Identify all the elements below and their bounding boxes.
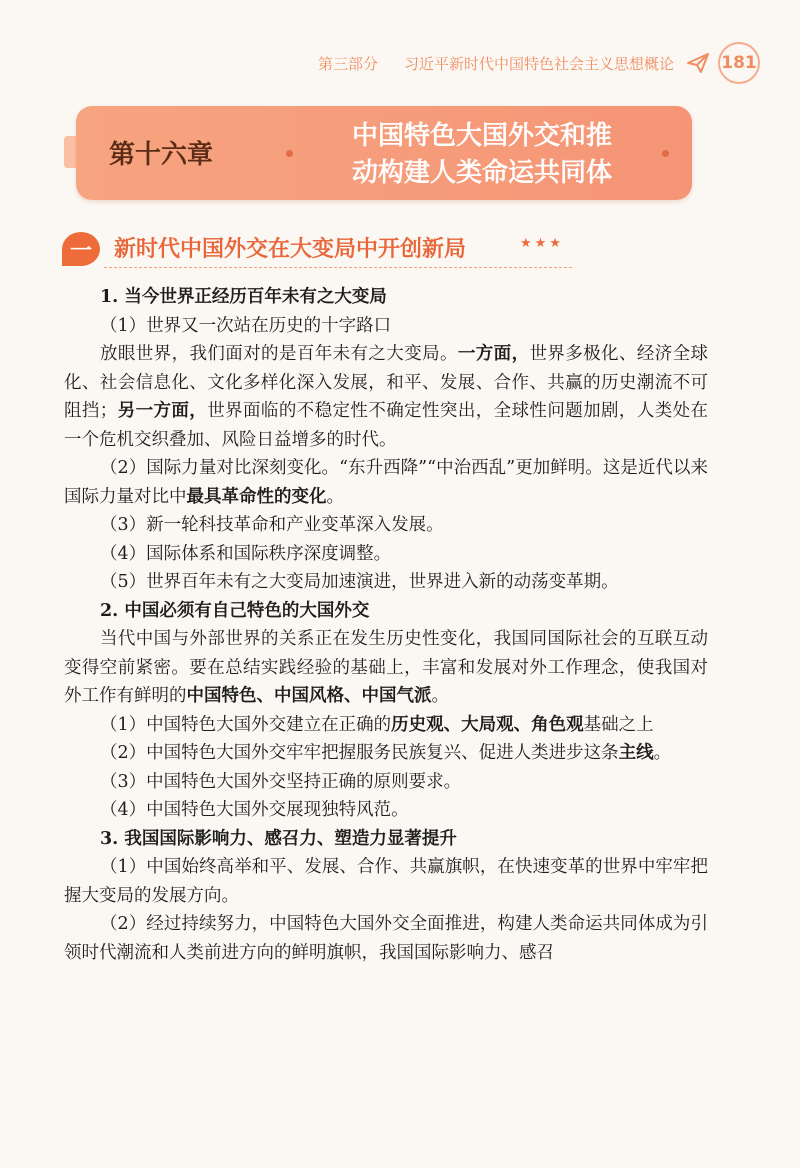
paragraph: （5）世界百年未有之大变局加速演进，世界进入新的动荡变革期。 [100, 572, 619, 592]
subheading-3: 3. 我国国际影响力、感召力、塑造力显著提升 [100, 828, 457, 849]
paragraph: （2）中国特色大国外交牢牢把握服务民族复兴、促进人类进步这条主线。 [100, 743, 672, 763]
book-title: 习近平新时代中国特色社会主义思想概论 [403, 54, 674, 73]
chapter-title-line2: 动构建人类命运共同体 [351, 158, 612, 188]
section-divider [104, 267, 572, 268]
part-label: 第三部分 [317, 54, 378, 73]
paragraph: （4）中国特色大国外交展现独特风范。 [100, 800, 409, 820]
paragraph: （3）新一轮科技革命和产业变革深入发展。 [100, 515, 444, 535]
chapter-title-line1: 中国特色大国外交和推 [351, 121, 612, 151]
paragraph: 放眼世界，我们面对的是百年未有之大变局。一方面，世界多极化、经济全球化、社会信息化、文化多样化深入发展，和平、发展、合作、共赢的历史潮流不可阻挡；另一方面，世界面临的不稳定性不确定性突出，全球性问题加剧，人类处在一个危机交织叠加、风险日益增多的时代。 [64, 344, 709, 450]
section-number-badge: 一 [62, 232, 100, 266]
paragraph: （1）中国特色大国外交建立在正确的历史观、大局观、角色观基础之上 [100, 714, 654, 735]
paper-plane-icon [686, 52, 710, 74]
page-number: 181 [718, 42, 760, 84]
paragraph: （4）国际体系和国际秩序深度调整。 [100, 543, 392, 564]
chapter-label-text: 第十六章 [108, 139, 213, 170]
paragraph: （1）中国始终高举和平、发展、合作、共赢旗帜，在快速变革的世界中牢牢把握大变局的发展方向。 [64, 857, 708, 906]
subheading-2: 2. 中国必须有自己特色的大国外交 [100, 600, 370, 621]
body-text [64, 283, 708, 967]
paragraph: （3）中国特色大国外交坚持正确的原则要求。 [100, 771, 462, 792]
chapter-label [76, 132, 246, 172]
chapter-banner [76, 106, 692, 200]
paragraph: （2）经过持续努力，中国特色大国外交全面推进，构建人类命运共同体成为引领时代潮流和人类前进方向的鲜明旗帜，我国国际影响力、感召 [64, 914, 708, 963]
subheading-1: 1. 当今世界正经历百年未有之大变局 [100, 287, 387, 307]
paragraph: 当代中国与外部世界的关系正在发生历史性变化，我国同国际社会的互联互动变得空前紧密。要在总结实践经验的基础上，丰富和发展对外工作理念，使我国对外工作有鲜明的中国特色、中国风格、中国气派。 [64, 629, 708, 706]
chapter-title [312, 118, 652, 192]
section-title: 新时代中国外交在大变局中开创新局 [114, 236, 467, 262]
paragraph: （1）世界又一次站在历史的十字路口 [100, 315, 392, 336]
paragraph: （2）国际力量对比深刻变化。“东升西降”“中治西乱”更加鲜明。这是近代以来国际力量对比中最具革命性的变化。 [64, 458, 708, 507]
section-heading [62, 228, 572, 268]
banner-dot-icon [286, 150, 293, 157]
star-rating-icon: ★★★ [520, 236, 564, 251]
running-header [318, 42, 760, 84]
banner-dot-icon [662, 150, 669, 157]
